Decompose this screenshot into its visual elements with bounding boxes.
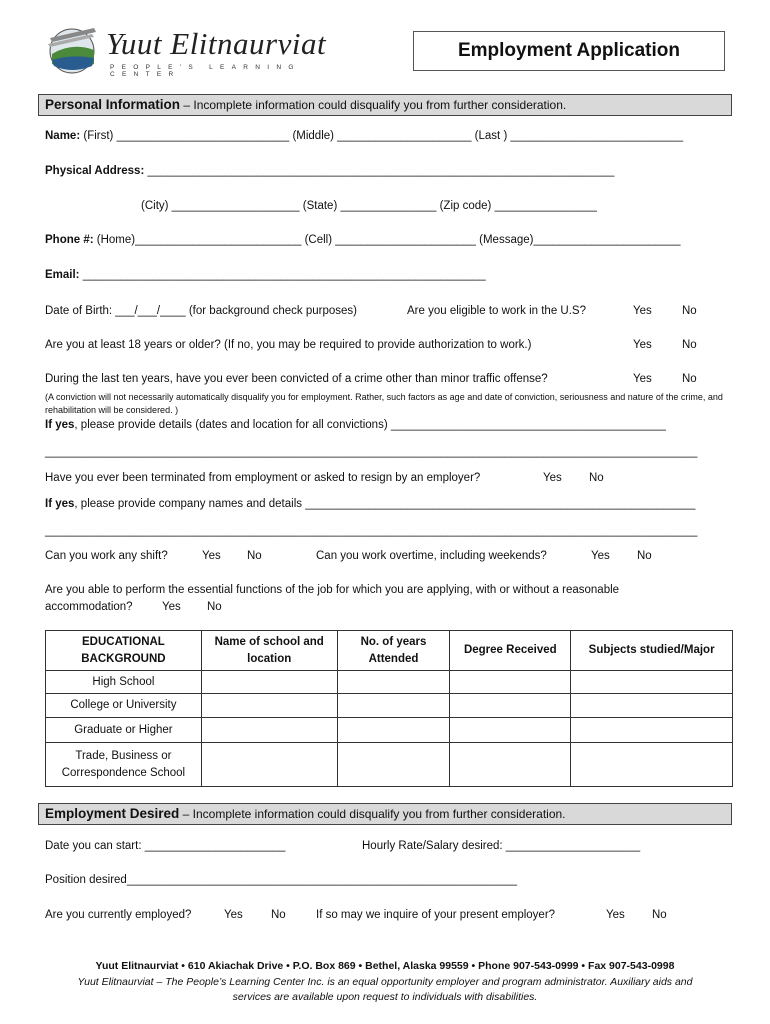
table-row [46, 718, 733, 743]
eligible-no[interactable]: No [682, 305, 697, 317]
start-date-field[interactable]: Date you can start: ______________________ [45, 840, 286, 852]
section-personal-information [38, 94, 732, 116]
if-yes-label: If yes [45, 419, 75, 431]
eligible-question: Are you eligible to work in the U.S? [407, 305, 586, 317]
name-label: Name: [45, 130, 81, 142]
age-question: Are you at least 18 years or older? (If no, you may be required to provide authorization to work.) [45, 339, 532, 351]
table-cell[interactable] [450, 671, 571, 694]
inquire-question: If so may we inquire of your present employer? [316, 909, 556, 921]
address-row[interactable] [45, 165, 614, 177]
phone-row[interactable] [45, 234, 681, 246]
inquire-yes[interactable]: Yes [606, 909, 625, 921]
table-cell[interactable] [337, 694, 450, 718]
essential-question-cont: accommodation? [45, 601, 133, 613]
essential-no[interactable]: No [207, 601, 222, 613]
inquire-no[interactable]: No [652, 909, 667, 921]
crime-no[interactable]: No [682, 373, 697, 385]
name-fields[interactable]: (First) ___________________________ (Middle) _____________________ (Last ) ___________________________ [83, 130, 684, 142]
employed-yes[interactable]: Yes [224, 909, 243, 921]
table-cell[interactable] [571, 671, 733, 694]
crime-note: (A conviction will not necessarily automatically disqualify you for employment. Rather, such factors as age and date of conviction, seriousness and nature of the crime, and rehabilitation will be considered. ) [45, 392, 723, 415]
header-subjects: Subjects studied/Major [571, 631, 733, 671]
row-label: College or University [46, 694, 202, 718]
header-degree: Degree Received [450, 631, 571, 671]
crime-question: During the last ten years, have you ever been convicted of a crime other than minor traffic offense? [45, 373, 548, 385]
phone-label: Phone #: [45, 234, 94, 246]
terminated-details-field[interactable]: , please provide company names and details _____________________________________________________________ [74, 498, 696, 510]
table-cell[interactable] [571, 694, 733, 718]
logo [44, 24, 374, 78]
name-row[interactable] [45, 130, 683, 142]
terminated-details-line[interactable]: ______________________________________________________________________________________________________ [45, 525, 698, 537]
email-row[interactable] [45, 269, 486, 281]
address-field[interactable]: _________________________________________________________________________ [147, 165, 615, 177]
essential-yes[interactable]: Yes [162, 601, 181, 613]
crime-yes[interactable]: Yes [633, 373, 652, 385]
table-cell[interactable] [450, 718, 571, 743]
section-heading: Personal Information [45, 97, 181, 112]
employed-no[interactable]: No [271, 909, 286, 921]
terminated-question: Have you ever been terminated from employment or asked to resign by an employer? [45, 472, 481, 484]
footer-disclaimer: Yuut Elitnaurviat – The People’s Learning Center Inc. is an equal opportunity employer and program administrator. Auxiliary aids and [77, 976, 693, 988]
table-cell[interactable] [337, 743, 450, 787]
section-heading: Employment Desired [45, 806, 180, 821]
table-cell[interactable] [201, 718, 337, 743]
section-employment-desired [38, 803, 732, 825]
crime-details-line[interactable]: ______________________________________________________________________________________________________ [45, 446, 698, 458]
shift-no[interactable]: No [247, 550, 262, 562]
terminated-details-row[interactable] [45, 498, 695, 510]
table-cell[interactable] [571, 743, 733, 787]
table-cell[interactable] [337, 718, 450, 743]
section-note: – Incomplete information could disqualify you from further consideration. [180, 98, 567, 112]
phone-fields[interactable]: (Home)__________________________ (Cell) ______________________ (Message)_______________________ [96, 234, 681, 246]
dob-field[interactable]: Date of Birth: ___/___/____ (for background check purposes) [45, 305, 357, 317]
address-label: Physical Address: [45, 165, 145, 177]
overtime-question: Can you work overtime, including weekends? [316, 550, 547, 562]
overtime-no[interactable]: No [637, 550, 652, 562]
eligible-yes[interactable]: Yes [633, 305, 652, 317]
position-field[interactable]: Position desired_____________________________________________________________ [45, 874, 517, 886]
table-cell[interactable] [571, 718, 733, 743]
row-label: Trade, Business or Correspondence School [46, 743, 202, 787]
terminated-yes[interactable]: Yes [543, 472, 562, 484]
footer-disclaimer-cont: services are available upon request to individuals with disabilities. [232, 991, 538, 1003]
table-row [46, 743, 733, 787]
table-row [46, 671, 733, 694]
crime-details-field[interactable]: , please provide details (dates and location for all convictions) ___________________________________________ [74, 419, 666, 431]
city-state-zip-fields[interactable]: (City) ____________________ (State) _______________ (Zip code) ________________ [141, 200, 597, 212]
table-cell[interactable] [201, 743, 337, 787]
employed-question: Are you currently employed? [45, 909, 192, 921]
if-yes-label: If yes [45, 498, 75, 510]
footer-address: Yuut Elitnaurviat • 610 Akiachak Drive • P.O. Box 869 • Bethel, Alaska 99559 • Phone 907-543-0999 • Fax 907-543-0998 [95, 960, 675, 972]
table-cell[interactable] [201, 671, 337, 694]
logo-emblem-icon [44, 24, 104, 78]
table-row [46, 694, 733, 718]
age-yes[interactable]: Yes [633, 339, 652, 351]
essential-question: Are you able to perform the essential functions of the job for which you are applying, with or without a reasonable [45, 584, 620, 596]
table-cell[interactable] [450, 694, 571, 718]
header-school-name: Name of school and location [201, 631, 337, 671]
row-label: High School [46, 671, 202, 694]
header-years-attended: No. of years Attended [337, 631, 450, 671]
table-header-row [46, 631, 733, 671]
salary-field[interactable]: Hourly Rate/Salary desired: _____________________ [362, 840, 641, 852]
overtime-yes[interactable]: Yes [591, 550, 610, 562]
header-educational-background: EDUCATIONAL BACKGROUND [46, 631, 202, 671]
table-cell[interactable] [450, 743, 571, 787]
crime-details-row[interactable] [45, 419, 666, 431]
table-cell[interactable] [201, 694, 337, 718]
education-table [45, 630, 733, 787]
section-note: – Incomplete information could disqualify you from further consideration. [179, 807, 566, 821]
logo-name: Yuut Elitnaurviat [106, 26, 327, 61]
age-no[interactable]: No [682, 339, 697, 351]
email-label: Email: [45, 269, 80, 281]
row-label: Graduate or Higher [46, 718, 202, 743]
page-title: Employment Application [413, 31, 725, 71]
email-field[interactable]: _______________________________________________________________ [82, 269, 486, 281]
shift-yes[interactable]: Yes [202, 550, 221, 562]
table-cell[interactable] [337, 671, 450, 694]
shift-question: Can you work any shift? [45, 550, 168, 562]
logo-subtitle: PEOPLE'S LEARNING CENTER [110, 64, 301, 78]
terminated-no[interactable]: No [589, 472, 604, 484]
